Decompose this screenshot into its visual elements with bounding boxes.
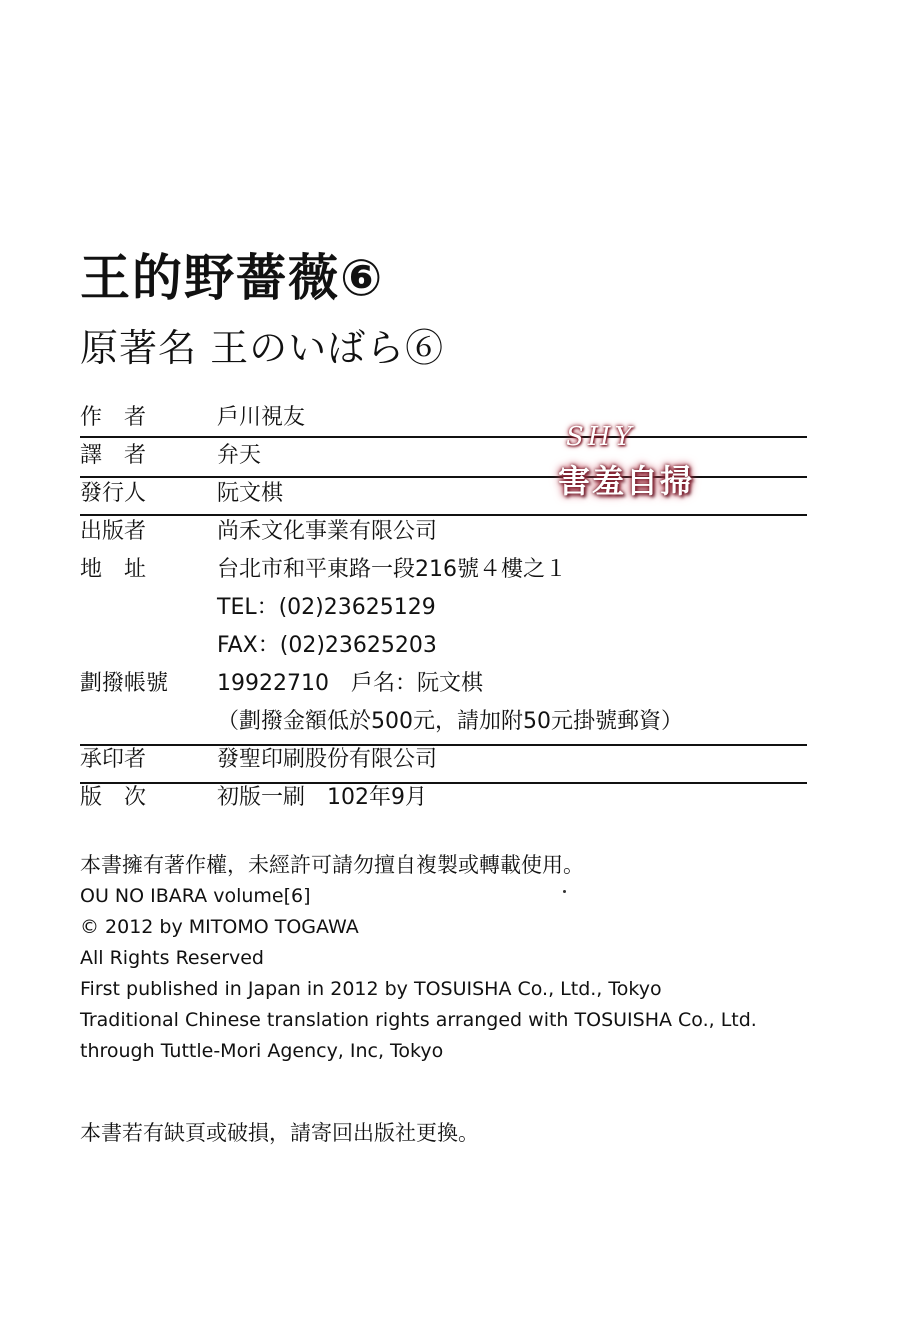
divider — [80, 782, 807, 784]
info-value: 發聖印刷股份有限公司 — [217, 747, 438, 772]
info-label: 發行人 — [80, 481, 147, 506]
info-value: 尚禾文化事業有限公司 — [217, 519, 438, 544]
info-value: （劃撥金額低於500元，請加附50元掛號郵資） — [217, 709, 683, 734]
info-value: TEL：(02)23625129 — [217, 595, 436, 620]
info-label: 地 址 — [80, 557, 147, 582]
original-title: 原著名 王のいばら⑥ — [80, 326, 445, 370]
info-row-publisher — [80, 512, 810, 550]
info-label: 作 者 — [80, 405, 147, 430]
info-row-tel — [80, 588, 810, 626]
copyright-line: OU NO IBARA volume[6] — [80, 885, 311, 907]
divider — [80, 514, 807, 516]
info-value: 弁天 — [217, 443, 262, 468]
book-title: 王的野薔薇⑥ — [80, 249, 385, 307]
replacement-notice: 本書若有缺頁或破損，請寄回出版社更換。 — [80, 1121, 479, 1145]
copyright-line: First published in Japan in 2012 by TOSUISHA Co., Ltd., Tokyo — [80, 978, 662, 1000]
info-label: 版 次 — [80, 785, 147, 810]
watermark-small-text: SHY — [566, 422, 636, 452]
info-row-fax — [80, 626, 810, 664]
info-value: 戶川視友 — [217, 405, 306, 430]
info-row-postal-note — [80, 702, 810, 740]
info-label: 劃撥帳號 — [80, 671, 169, 696]
info-value: 19922710 戶名：阮文棋 — [217, 671, 483, 696]
copyright-line: through Tuttle-Mori Agency, Inc, Tokyo — [80, 1040, 444, 1062]
copyright-notice: 本書擁有著作權，未經許可請勿擅自複製或轉載使用。 — [80, 853, 584, 877]
info-value: 初版一刷 102年9月 — [217, 785, 427, 810]
info-label: 出版者 — [80, 519, 147, 544]
copyright-line: © 2012 by MITOMO TOGAWA — [80, 916, 359, 938]
info-label: 承印者 — [80, 747, 147, 772]
divider — [80, 744, 807, 746]
info-label: 譯 者 — [80, 443, 147, 468]
copyright-block — [80, 850, 757, 1067]
scan-speck — [563, 890, 566, 893]
info-row-address — [80, 550, 810, 588]
info-value: 阮文棋 — [217, 481, 284, 506]
info-value: 台北市和平東路一段216號４樓之１ — [217, 557, 567, 582]
watermark-main-text: 害羞自掃 — [558, 462, 695, 500]
copyright-line: Traditional Chinese translation rights arranged with TOSUISHA Co., Ltd. — [80, 1009, 757, 1031]
scanlation-watermark — [552, 422, 732, 502]
copyright-line: All Rights Reserved — [80, 947, 264, 969]
info-row-postal-account — [80, 664, 810, 702]
info-value: FAX：(02)23625203 — [217, 633, 437, 658]
